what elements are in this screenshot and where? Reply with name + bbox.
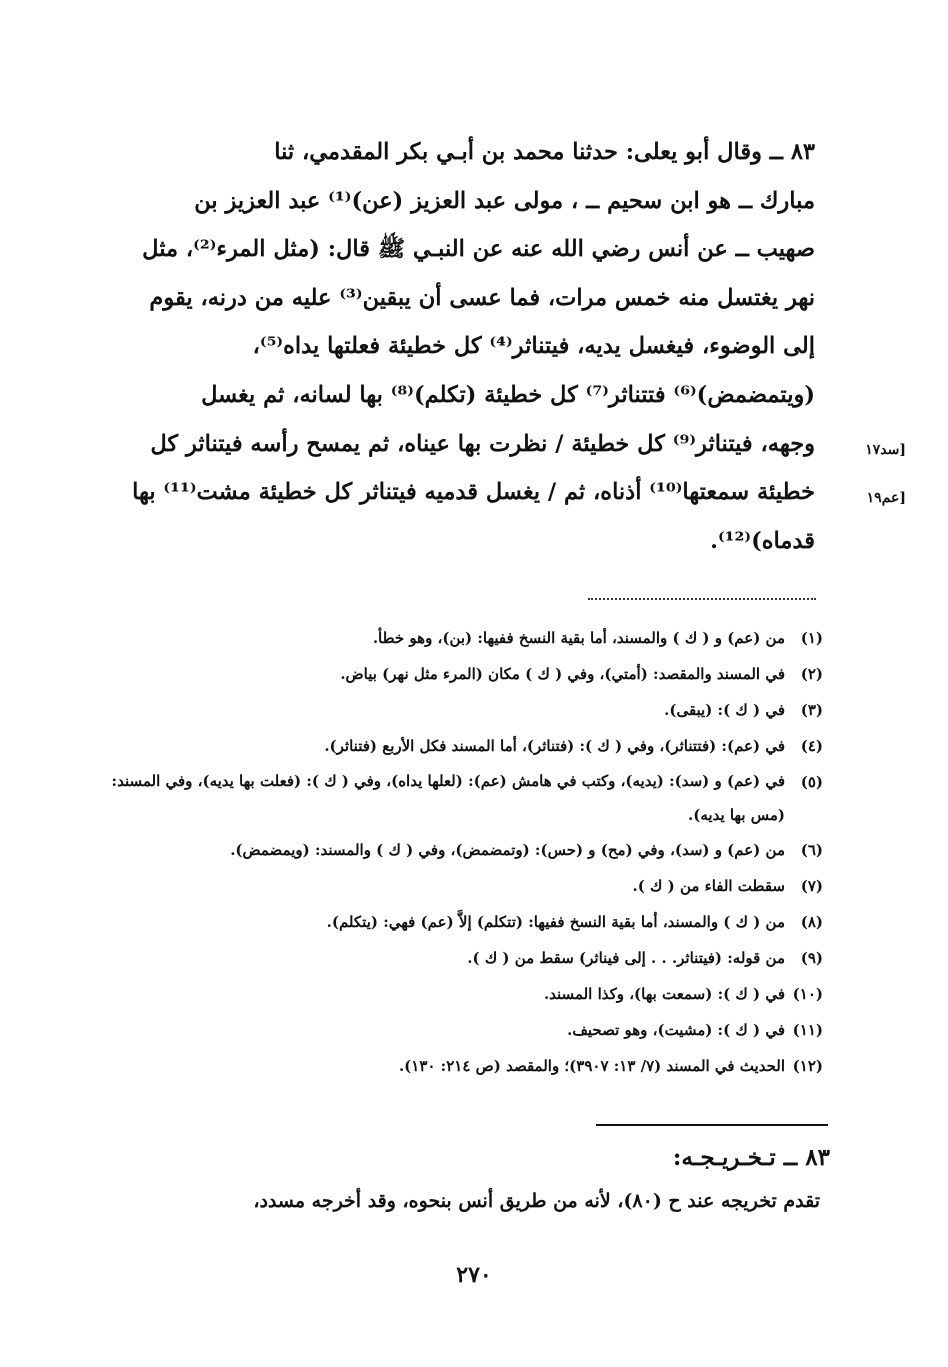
footnote-number: (٧) xyxy=(800,877,823,895)
footnote-number: (١٢) xyxy=(792,1057,823,1075)
footnote-text: في ( ك ): (يبقى). xyxy=(664,701,785,719)
margin-note-am19: [عم١٩ xyxy=(866,490,906,506)
footnote-separator xyxy=(588,598,816,600)
footnote xyxy=(95,1012,823,1048)
footnote-number: (١) xyxy=(800,629,823,647)
footnote xyxy=(95,764,823,832)
footnote-text: سقطت الفاء من ( ك ). xyxy=(632,877,785,895)
text-line: قدماه)⁽¹²⁾. xyxy=(710,527,815,554)
footnote-text: في ( ك ): (سمعت بها)، وكذا المسند. xyxy=(543,985,785,1003)
footnote-text: من (عم) و (سد)، وفي (مح) و (حس): (وتمضمض)، وفي ( ك ) والمسند: (ويمضمض). xyxy=(230,841,785,859)
section-text: تقدم تخريجه عند ح (٨٠)، لأنه من طريق أنس بنحوه، وقد أخرجه مسدد، xyxy=(253,1190,820,1212)
footnote-number: (٦) xyxy=(800,841,823,859)
footnote-number: (٤) xyxy=(800,737,823,755)
footnote-number: (١١) xyxy=(792,1021,823,1039)
margin-note-sd17: [سد١٧ xyxy=(865,442,906,458)
footnote xyxy=(95,868,823,904)
footnote-text: من قوله: (فيتناثر. . . إلى فيناثر) سقط من ( ك ). xyxy=(467,949,785,967)
footnote xyxy=(95,656,823,692)
hadith-text xyxy=(95,128,815,565)
footnote xyxy=(95,1048,823,1084)
text-line: صهيب ــ عن أنس رضي الله عنه عن النبـي ﷺ قال: (مثل المرء⁽²⁾، مثل xyxy=(142,236,815,263)
footnote-number: (٣) xyxy=(800,701,823,719)
footnote xyxy=(95,728,823,764)
text-line: إلى الوضوء، فيغسل يديه، فيتناثر⁽⁴⁾ كل خطيئة فعلتها يداه⁽⁵⁾، xyxy=(252,333,815,360)
footnote-number: (٥) xyxy=(800,773,823,791)
text-line: ٨٣ ــ وقال أبو يعلى: حدثنا محمد بن أبـي بكر المقدمي، ثنا xyxy=(274,139,815,165)
section-divider xyxy=(596,1124,828,1126)
footnote-number: (٨) xyxy=(800,913,823,931)
section-title: ٨٣ ــ تـخـريـجـه: xyxy=(672,1144,830,1171)
footnote-number: (١٠) xyxy=(792,985,823,1003)
footnote xyxy=(95,692,823,728)
text-line: مبارك ــ هو ابن سحيم ــ ، مولى عبد العزيز (عن)⁽¹⁾ عبد العزيز بن xyxy=(194,187,815,214)
footnote-text: في المسند والمقصد: (أمتي)، وفي ( ك ) مكان (المرء مثل نهر) بياض. xyxy=(340,665,785,683)
text-line: خطيئة سمعتها⁽¹⁰⁾ أذناه، ثم / يغسل قدميه فيتناثر كل خطيئة مشت⁽¹¹⁾ بها xyxy=(132,479,815,506)
footnote-number: (٩) xyxy=(800,949,823,967)
footnote xyxy=(95,976,823,1012)
page-number: ٢٧٠ xyxy=(456,1262,492,1288)
text-line: وجهه، فيتناثر⁽⁹⁾ كل خطيئة / نظرت بها عيناه، ثم يمسح رأسه فيتناثر كل xyxy=(150,430,815,457)
footnote-number: (٢) xyxy=(800,665,823,683)
footnote-text: في ( ك ): (مشيت)، وهو تصحيف. xyxy=(567,1021,785,1039)
footnote xyxy=(95,620,823,656)
footnote xyxy=(95,904,823,940)
footnote-text: في (عم): (فتتناثر)، وفي ( ك ): (فتناثر)، أما المسند فكل الأربع (فتناثر). xyxy=(324,737,785,755)
footnote-text: من (عم) و ( ك ) والمسند، أما بقية النسخ ففيها: (بن)، وهو خطأ. xyxy=(372,629,785,647)
text-line: (ويتمضمض)⁽⁶⁾ فتتناثر⁽⁷⁾ كل خطيئة (تكلم)⁽⁸⁾ بها لسانه، ثم يغسل xyxy=(201,381,815,408)
footnotes xyxy=(95,620,823,1084)
text-line: نهر يغتسل منه خمس مرات، فما عسى أن يبقين⁽³⁾ عليه من درنه، يقوم xyxy=(149,284,815,311)
footnote xyxy=(95,832,823,868)
footnote xyxy=(95,940,823,976)
footnote-text: الحديث في المسند (٧/ ١٣: ٣٩٠٧)؛ والمقصد (ص ٢١٤: ١٣٠). xyxy=(398,1057,785,1075)
footnote-text: في (عم) و (سد): (يديه)، وكتب في هامش (عم): (لعلها يداه)، وفي ( ك ): (فعلت بها يديه)، وفي المسند: (مس بها يديه). xyxy=(111,772,785,824)
footnote-text: من ( ك ) والمسند، أما بقية النسخ ففيها: (تتكلم) إلاَّ (عم) فهي: (يتكلم). xyxy=(326,913,785,931)
